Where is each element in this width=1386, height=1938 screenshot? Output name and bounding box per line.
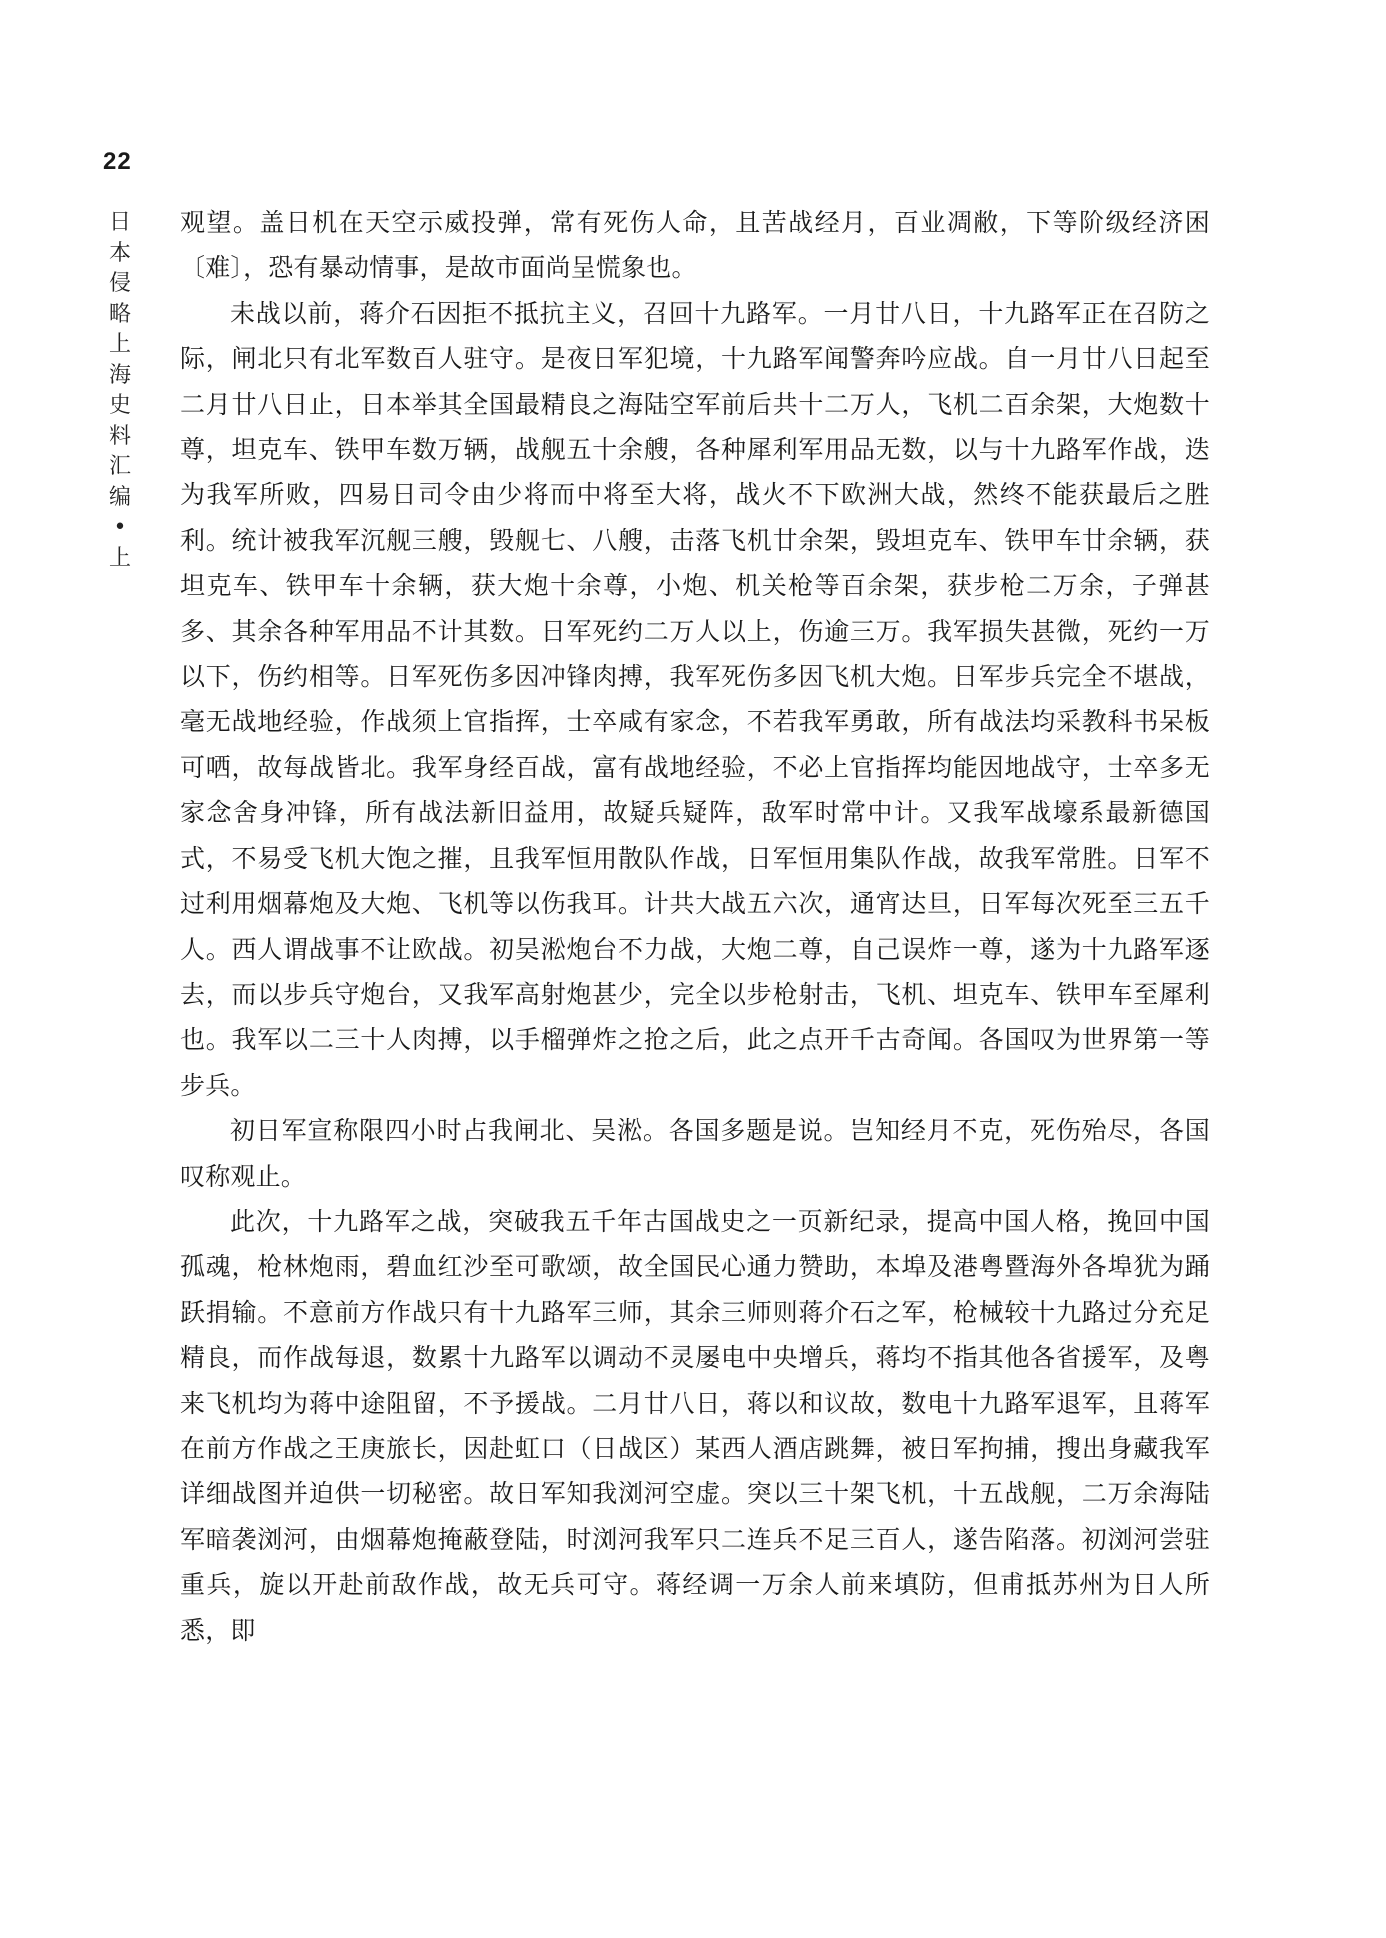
page-number: 22: [103, 148, 132, 175]
paragraph: 此次，十九路军之战，突破我五千年古国战史之一页新纪录，提高中国人格，挽回中国孤魂，枪林炮雨，碧血红沙至可歌颂，故全国民心通力赞助，本埠及港粤暨海外各埠犹为踊跃捐输。不意前方作战只有十九路军三师，其余三师则蒋介石之军，枪械较十九路过分充足精良，而作战每退，数累十九路军以调动不灵屡电中央增兵，蒋均不指其他各省援军，及粤来飞机均为蒋中途阻留，不予援战。二月廿八日，蒋以和议故，数电十九路军退军，且蒋军在前方作战之王庚旅长，因赴虹口（日战区）某西人酒店跳舞，被日军拘捕，搜出身藏我军详细战图并迫供一切秘密。故日军知我浏河空虚。突以三十架飞机，十五战舰，二万余海陆军暗袭浏河，由烟幕炮掩蔽登陆，时浏河我军只二连兵不足三百人，遂告陷落。初浏河尝驻重兵，旋以开赴前敌作战，故无兵可守。蒋经调一万余人前来填防，但甫抵苏州为日人所悉，即: [180, 1206, 1210, 1645]
running-head-char: 史: [108, 393, 131, 418]
running-head-char: 侵: [108, 271, 131, 296]
running-head-char: 海: [108, 362, 131, 388]
running-head-char: 料: [108, 423, 131, 449]
paragraph: 未战以前，蒋介石因拒不抵抗主义，召回十九路军。一月廿八日，十九路军正在召防之际，闸北只有北军数百人驻守。是夜日军犯境，十九路军闻警奔吟应战。自一月廿八日起至二月廿八日止，日本举其全国最精良之海陆空军前后共十二万人，飞机二百余架，大炮数十尊，坦克车、铁甲车数万辆，战舰五十余艘，各种犀利军用品无数，以与十九路军作战，迭为我军所败，四易日司令由少将而中将至大将，战火不下欧洲大战，然终不能获最后之胜利。统计被我军沉舰三艘，毁舰七、八艘，击落飞机廿余架，毁坦克车、铁甲车廿余辆，获坦克车、铁甲车十余辆，获大炮十余尊，小炮、机关枪等百余架，获步枪二万余，子弹甚多、其余各种军用品不计其数。日军死约二万人以上，伤逾三万。我军损失甚微，死约一万以下，伤约相等。日军死伤多因冲锋肉搏，我军死伤多因飞机大炮。日军步兵完全不堪战，毫无战地经验，作战须上官指挥，士卒咸有家念，不若我军勇敢，所有战法均采教科书呆板可哂，故每战皆北。我军身经百战，富有战地经验，不必上官指挥均能因地战守，士卒多无家念舍身冲锋，所有战法新旧益用，故疑兵疑阵，敌军时常中计。又我军战壕系最新德国式，不易受飞机大饱之摧，且我军恒用散队作战，日军恒用集队作战，故我军常胜。日军不过利用烟幕炮及大炮、飞机等以伤我耳。计共大战五六次，通宵达旦，日军每次死至三五千人。西人谓战事不让欧战。初吴淞炮台不力战，大炮二尊，自己误炸一尊，遂为十九路军逐去，而以步兵守炮台，又我军高射炮甚少，完全以步枪射击，飞机、坦克车、铁甲车至犀利也。我军以二三十人肉搏，以手榴弹炸之抢之后，此之点开千古奇闻。各国叹为世界第一等步兵。: [180, 298, 1210, 1100]
running-head-char: 日: [108, 210, 131, 235]
body-text: [180, 200, 1210, 1653]
running-head-char: 汇: [108, 454, 131, 479]
running-head-char: 上: [108, 332, 131, 357]
running-head: [107, 208, 133, 574]
paragraph-continued: 观望。盖日机在天空示威投弹，常有死伤人命，且苦战经月，百业凋敝，下等阶级经济困〔难〕，恐有暴动情事，是故市面尚呈慌象也。: [180, 208, 1210, 283]
running-head-char: 上: [108, 545, 131, 571]
running-head-char: 本: [108, 240, 131, 266]
running-head-char: 编: [108, 484, 131, 510]
running-head-bullet: •: [113, 515, 127, 540]
running-head-char: 略: [108, 301, 131, 327]
paragraph: 初日军宣称限四小时占我闸北、吴淞。各国多题是说。岂知经月不克，死伤殆尽，各国叹称观止。: [180, 1116, 1210, 1191]
